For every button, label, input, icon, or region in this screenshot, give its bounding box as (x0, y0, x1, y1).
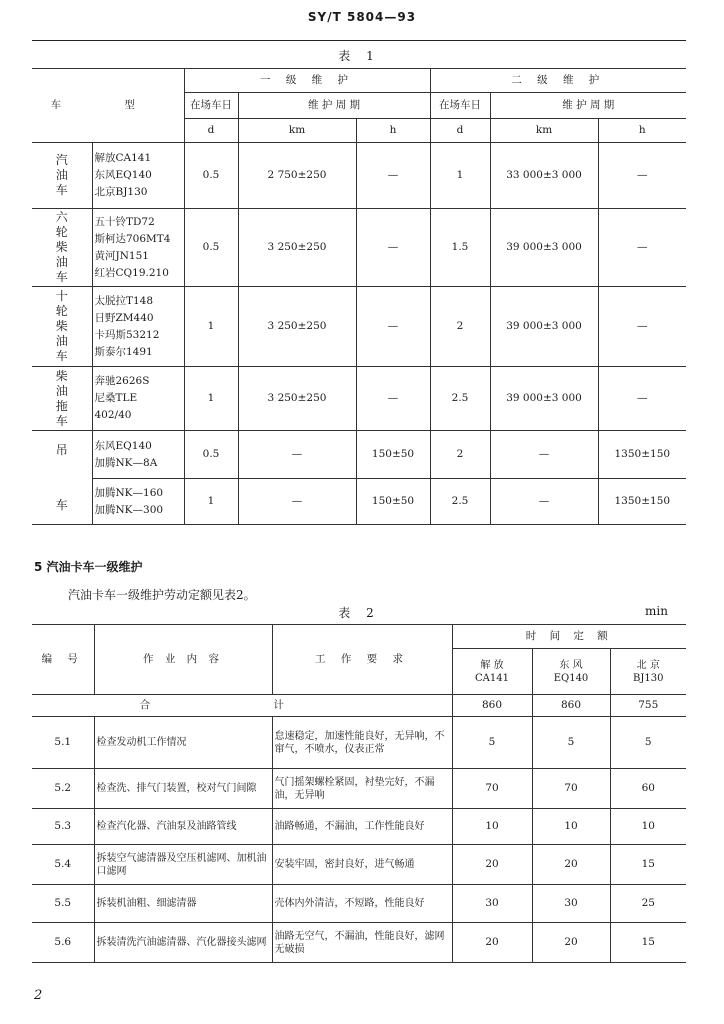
h-2: — (598, 209, 686, 287)
row-time: 5 (452, 717, 532, 769)
row-time: 15 (610, 845, 686, 885)
model-jiefang: 解 放 CA141 (452, 649, 532, 695)
h-1: 150±50 (356, 479, 430, 525)
row-content: 检查发动机工作情况 (94, 717, 272, 769)
standard-code: SY/T 5804—93 (307, 10, 417, 24)
h-1: — (356, 287, 430, 367)
row-content: 检查汽化器、汽油泵及油路管线 (94, 809, 272, 845)
row-time: 10 (452, 809, 532, 845)
section-title: 5 汽油卡车一级维护 (34, 560, 143, 574)
km-1: 3 250±250 (238, 209, 356, 287)
row-no: 5.6 (32, 923, 94, 963)
unit-h-1: h (356, 119, 430, 143)
row-req: 怠速稳定，加速性能良好，无异响，不窜气，不喷水，仪表正常 (272, 717, 452, 769)
col-req: 工 作 要 求 (272, 625, 452, 695)
model-beijing: 北 京 BJ130 (610, 649, 686, 695)
page-number: 2 (34, 988, 43, 1003)
h-2: — (598, 367, 686, 431)
row-content: 拆装机油粗、细滤清器 (94, 885, 272, 923)
row-no: 5.1 (32, 717, 94, 769)
table-row (32, 845, 686, 885)
unit-km-1: km (238, 119, 356, 143)
cycle-label-2: 维 护 周 期 (490, 93, 686, 119)
row-no: 5.4 (32, 845, 94, 885)
h-2: 1350±150 (598, 479, 686, 525)
km-1: — (238, 431, 356, 479)
days-1: 1 (184, 479, 238, 525)
h-1: — (356, 209, 430, 287)
h-2: — (598, 143, 686, 209)
table-row (32, 367, 686, 431)
days-2: 2 (430, 431, 490, 479)
section-text: 汽油卡车一级维护劳动定额见表2。 (68, 588, 256, 602)
h-2: 1350±150 (598, 431, 686, 479)
km-2: 39 000±3 000 (490, 367, 598, 431)
row-content: 拆装清洗汽油滤清器、汽化器接头滤网 (94, 923, 272, 963)
row-time: 10 (610, 809, 686, 845)
col-vehicle-type: 车 型 (32, 69, 184, 143)
row-req: 气门摇架螺栓紧固，衬垫完好，不漏油，无异响 (272, 769, 452, 809)
row-time: 20 (532, 845, 610, 885)
total-value: 860 (452, 695, 532, 717)
vehicle-models: 奔驰2626S 尼桑TLE 402/40 (92, 367, 184, 431)
days-2: 2.5 (430, 479, 490, 525)
model-dongfeng: 东 风 EQ140 (532, 649, 610, 695)
row-time: 5 (610, 717, 686, 769)
days-1: 0.5 (184, 143, 238, 209)
row-time: 70 (532, 769, 610, 809)
days-1: 0.5 (184, 431, 238, 479)
days-2: 2.5 (430, 367, 490, 431)
table2 (32, 624, 686, 963)
table-row (32, 885, 686, 923)
days-2: 2 (430, 287, 490, 367)
table-row (32, 769, 686, 809)
row-time: 10 (532, 809, 610, 845)
row-time: 5 (532, 717, 610, 769)
row-req: 壳体内外清洁，不短路，性能良好 (272, 885, 452, 923)
km-1: 3 250±250 (238, 287, 356, 367)
row-time: 20 (452, 923, 532, 963)
vehicle-category: 吊 车 (32, 431, 92, 525)
unit-km-2: km (490, 119, 598, 143)
table-row (32, 209, 686, 287)
unit-h-2: h (598, 119, 686, 143)
table-row (32, 809, 686, 845)
km-2: 33 000±3 000 (490, 143, 598, 209)
row-time: 30 (532, 885, 610, 923)
row-req: 安装牢固，密封良好，进气畅通 (272, 845, 452, 885)
km-2: 39 000±3 000 (490, 209, 598, 287)
row-req: 油路无空气，不漏油，性能良好，滤网无破损 (272, 923, 452, 963)
days-label-2: 在场车日 (430, 93, 490, 119)
unit-d-2: d (430, 119, 490, 143)
table-row (32, 923, 686, 963)
total-row (32, 695, 686, 717)
days-1: 1 (184, 287, 238, 367)
h-1: — (356, 143, 430, 209)
row-no: 5.3 (32, 809, 94, 845)
table1 (32, 68, 686, 525)
col-no: 编 号 (32, 625, 94, 695)
col-time: 时 间 定 额 (452, 625, 686, 649)
table-row (32, 717, 686, 769)
km-2: 39 000±3 000 (490, 287, 598, 367)
km-2: — (490, 431, 598, 479)
group1-header: 一 级 维 护 (184, 69, 430, 93)
days-2: 1 (430, 143, 490, 209)
vehicle-models: 解放CA141 东风EQ140 北京BJ130 (92, 143, 184, 209)
row-time: 30 (452, 885, 532, 923)
h-2: — (598, 287, 686, 367)
vehicle-models: 加腾NK—160 加腾NK—300 (92, 479, 184, 525)
km-1: 3 250±250 (238, 367, 356, 431)
row-req: 油路畅通，不漏油，工作性能良好 (272, 809, 452, 845)
row-time: 60 (610, 769, 686, 809)
table-row (32, 143, 686, 209)
days-label-1: 在场车日 (184, 93, 238, 119)
days-1: 0.5 (184, 209, 238, 287)
cycle-label-1: 维 护 周 期 (238, 93, 430, 119)
km-2: — (490, 479, 598, 525)
km-1: — (238, 479, 356, 525)
h-1: 150±50 (356, 431, 430, 479)
vehicle-category: 六 轮 柴 油 车 (32, 209, 92, 287)
row-time: 25 (610, 885, 686, 923)
table1-caption: 表 1 (338, 49, 380, 63)
row-no: 5.5 (32, 885, 94, 923)
table-row (32, 431, 686, 479)
total-label: 合 计 (32, 695, 452, 717)
vehicle-models: 太脱拉T148 日野ZM440 卡玛斯53212 斯泰尔1491 (92, 287, 184, 367)
row-time: 20 (452, 845, 532, 885)
row-content: 检查洗、排气门装置，校对气门间隙 (94, 769, 272, 809)
table2-caption: 表 2 (338, 606, 380, 620)
row-time: 20 (532, 923, 610, 963)
vehicle-category: 柴 油 拖 车 (32, 367, 92, 431)
days-2: 1.5 (430, 209, 490, 287)
vehicle-models: 五十铃TD72 斯柯达706MT4 黄河JN151 红岩CQ19.210 (92, 209, 184, 287)
col-content: 作 业 内 容 (94, 625, 272, 695)
row-time: 15 (610, 923, 686, 963)
table-row (32, 479, 686, 525)
table2-unit: min (645, 604, 668, 618)
group2-header: 二 级 维 护 (430, 69, 686, 93)
days-1: 1 (184, 367, 238, 431)
header-rule (32, 40, 686, 41)
vehicle-category: 十 轮 柴 油 车 (32, 287, 92, 367)
row-no: 5.2 (32, 769, 94, 809)
row-content: 拆装空气滤清器及空压机滤网、加机油口滤网 (94, 845, 272, 885)
total-value: 755 (610, 695, 686, 717)
vehicle-category: 汽 油 车 (32, 143, 92, 209)
unit-d-1: d (184, 119, 238, 143)
row-time: 70 (452, 769, 532, 809)
table-row (32, 287, 686, 367)
vehicle-models: 东风EQ140 加腾NK—8A (92, 431, 184, 479)
total-value: 860 (532, 695, 610, 717)
km-1: 2 750±250 (238, 143, 356, 209)
h-1: — (356, 367, 430, 431)
